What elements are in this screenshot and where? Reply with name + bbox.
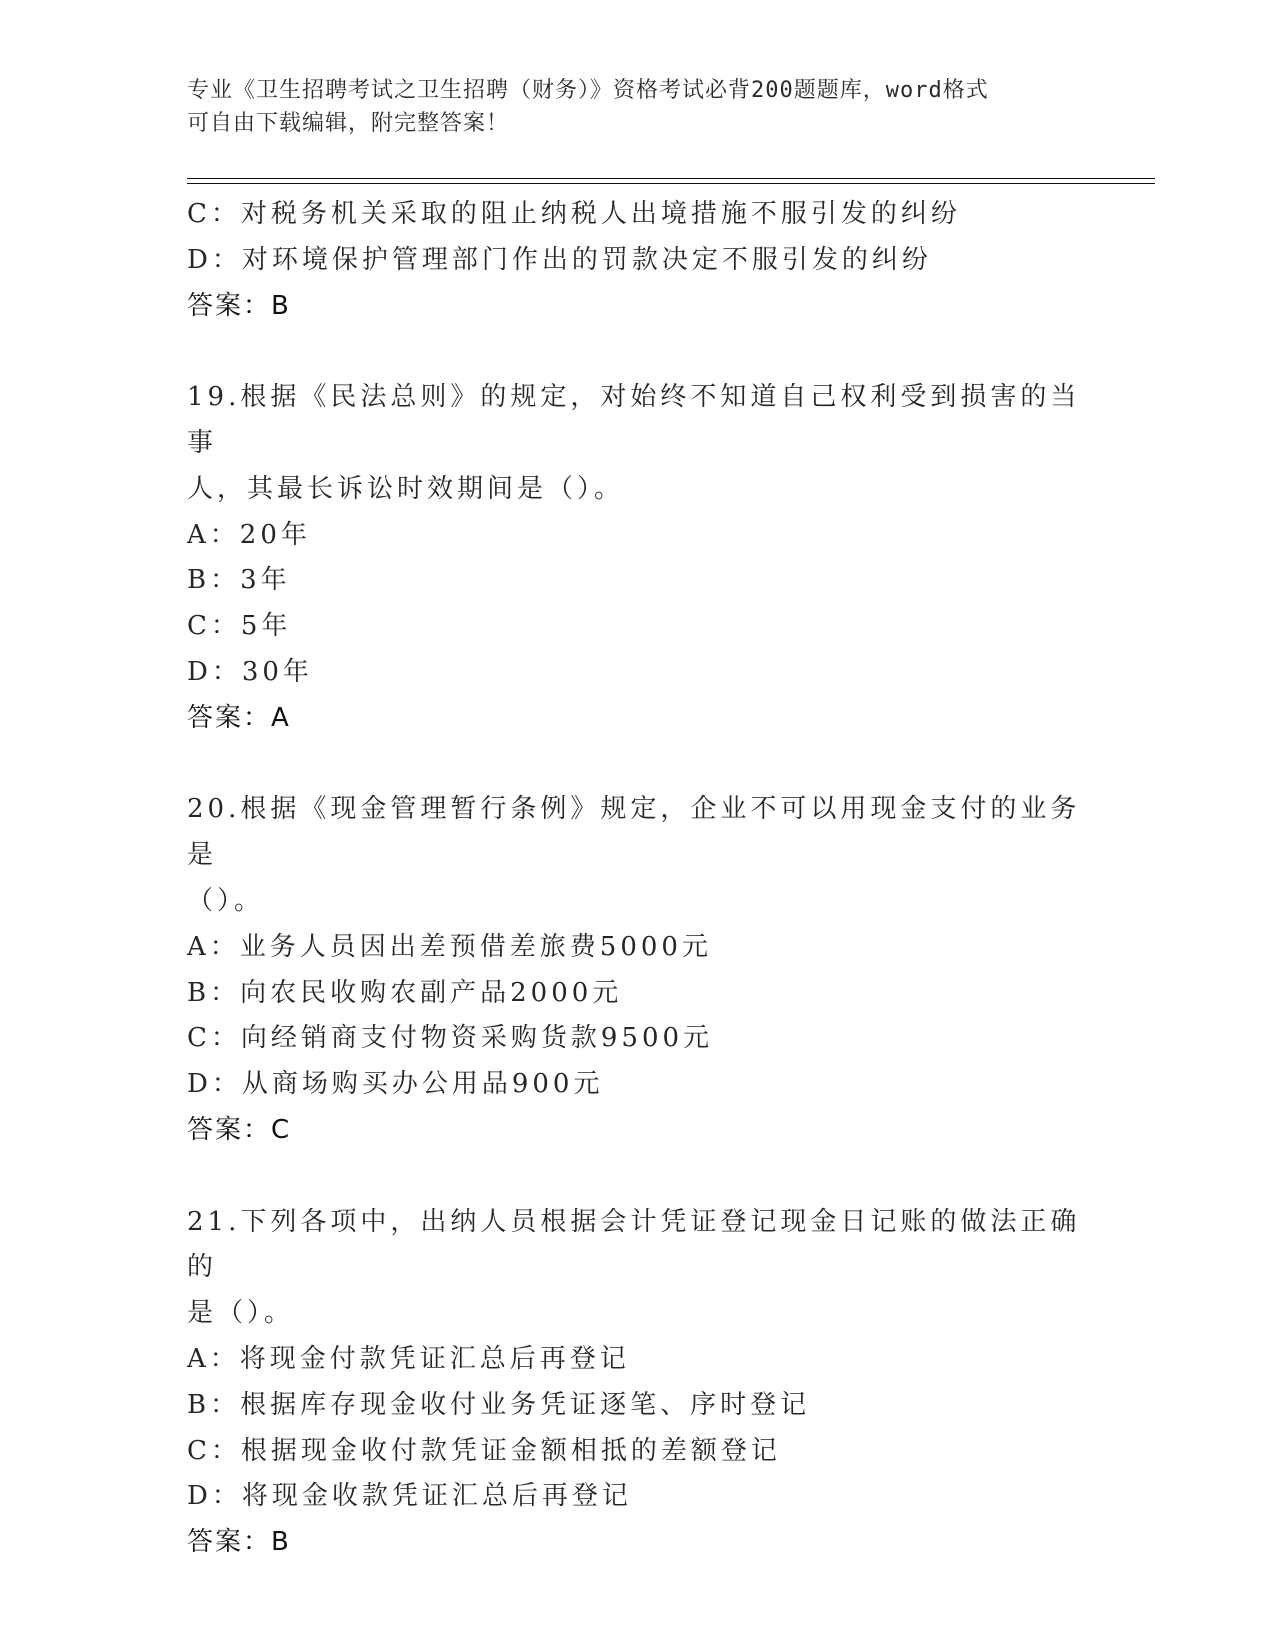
option-c: C：根据现金收付款凭证金额相抵的差额登记 (187, 1435, 781, 1466)
option-c: C：对税务机关采取的阻止纳税人出境措施不服引发的纠纷 (187, 199, 961, 229)
spacer (187, 1154, 1087, 1200)
option-d: D：30年 (187, 656, 313, 687)
question-stem: 20.根据《现金管理暂行条例》规定，企业不可以用现金支付的业务是 (187, 794, 1081, 871)
header-line-2: 可自由下载编辑，附完整答案！ (187, 111, 510, 136)
header-divider-bottom (187, 183, 1155, 184)
answer-line: 答案：B (187, 1527, 291, 1558)
option-d: D：对环境保护管理部门作出的罚款决定不服引发的纠纷 (187, 244, 932, 275)
question-stem-continued: （）。 (187, 885, 265, 916)
answer-line: 答案：B (187, 290, 291, 321)
option-a: A：业务人员因出差预借差旅费5000元 (187, 931, 712, 962)
answer-line: 答案：A (187, 702, 291, 733)
option-b: B：向农民收购农副产品2000元 (187, 977, 623, 1008)
option-c: C：向经销商支付物资采购货款9500元 (187, 1023, 714, 1054)
document-header (187, 74, 1067, 140)
question-list (187, 192, 1087, 1566)
option-a: A：20年 (187, 519, 311, 550)
spacer (187, 742, 1087, 788)
spacer (187, 329, 1087, 375)
header-divider-top (187, 178, 1155, 179)
question-block-18 (187, 192, 1087, 329)
option-d: D：从商场购买办公用品900元 (187, 1069, 604, 1100)
question-block-21 (187, 1200, 1087, 1566)
question-stem: 21.下列各项中，出纳人员根据会计凭证登记现金日记账的做法正确的 (187, 1206, 1081, 1283)
answer-line: 答案：C (187, 1114, 292, 1145)
option-c: C：5年 (187, 611, 292, 642)
question-stem: 19.根据《民法总则》的规定，对始终不知道自己权利受到损害的当事 (187, 382, 1081, 458)
question-block-19 (187, 375, 1087, 741)
option-b: B：根据库存现金收付业务凭证逐笔、序时登记 (187, 1389, 811, 1420)
question-stem-continued: 是（）。 (187, 1298, 295, 1329)
question-block-20 (187, 787, 1087, 1153)
option-b: B：3年 (187, 565, 291, 596)
option-a: A：将现金付款凭证汇总后再登记 (187, 1343, 630, 1374)
header-line-1: 专业《卫生招聘考试之卫生招聘（财务）》资格考试必背200题题库，word格式 (187, 78, 989, 103)
option-d: D：将现金收款凭证汇总后再登记 (187, 1481, 632, 1512)
question-stem-continued: 人，其最长诉讼时效期间是（）。 (187, 473, 625, 504)
